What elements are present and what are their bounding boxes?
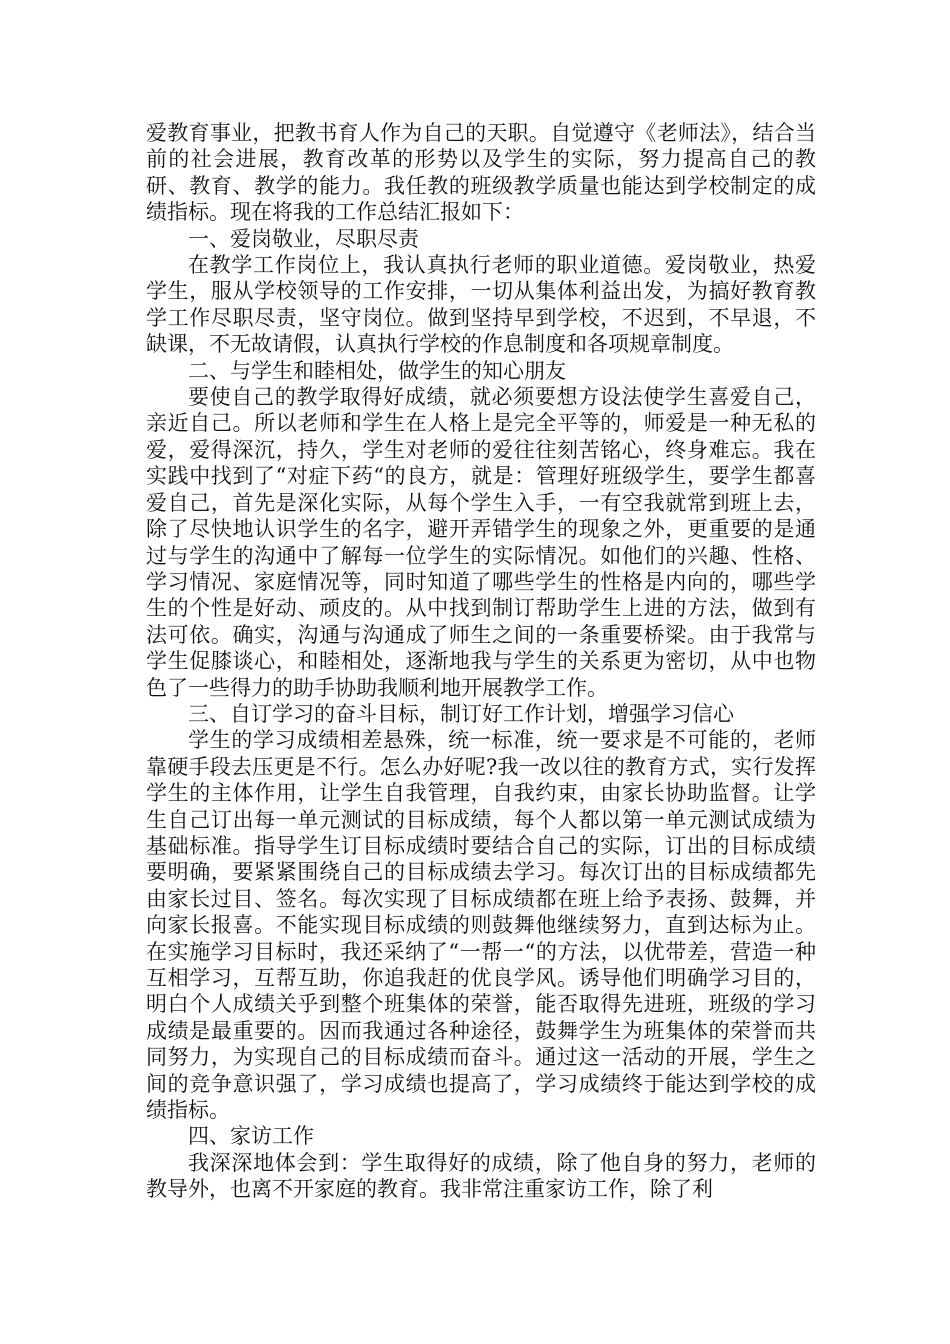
intro-paragraph: 爱教育事业，把教书育人作为自己的天职。自觉遵守《老师法》，结合当前的社会进展，教育改革的形势以及学生的实际，努力提高自己的教研、教育、教学的能力。我任教的班级教学质量也能达到学校制定的成绩指标。现在将我的工作总结汇报如下：: [146, 121, 816, 225]
section-heading-4: 四、家访工作: [188, 1124, 314, 1149]
section-3-paragraph: 学生的学习成绩相差悬殊，统一标准，统一要求是不可能的，老师靠硬手段去压更是不行。怎么办好呢?我一改以往的教育方式，实行发挥学生的主体作用，让学生自我管理，自我约束，由家长协助监督。让学生自己订出每一单元测试的目标成绩，每个人都以第一单元测试成绩为基础标准。指导学生订目标成绩时要结合自己的实际，订出的目标成绩要明确，要紧紧围绕自己的目标成绩去学习。每次订出的目标成绩都先由家长过目、签名。每次实现了目标成绩都在班上给予表扬、鼓舞，并向家长报喜。不能实现目标成绩的则鼓舞他继续努力，直到达标为止。在实施学习目标时，我还采纳了“一帮一“的方法，以优带差，营造一种互相学习，互帮互助，你追我赶的优良学风。诱导他们明确学习目的，明白个人成绩关乎到整个班集体的荣誉，能否取得先进班，班级的学习成绩是最重要的。因而我通过各种途径，鼓舞学生为班集体的荣誉而共同努力，为实现自己的目标成绩而奋斗。通过这一活动的开展，学生之间的竞争意识强了，学习成绩也提高了，学习成绩终于能达到学校的成绩指标。: [146, 728, 816, 1123]
section-heading-2: 二、与学生和睦相处，做学生的知心朋友: [188, 358, 566, 383]
document-body: [146, 120, 816, 1203]
section-4-paragraph: 我深深地体会到：学生取得好的成绩，除了他自身的努力，老师的教导外，也离不开家庭的教育。我非常注重家访工作，除了利: [146, 1150, 816, 1202]
section-heading-3: 三、自订学习的奋斗目标，制订好工作计划，增强学习信心: [188, 701, 734, 726]
section-heading-1: 一、爱岗敬业，尽职尽责: [188, 226, 419, 251]
section-2-paragraph: 要使自己的教学取得好成绩，就必须要想方设法使学生喜爱自己，亲近自己。所以老师和学生在人格上是完全平等的，师爱是一种无私的爱，爱得深沉，持久，学生对老师的爱往往刻苦铭心，终身难忘。我在实践中找到了“对症下药“的良方，就是：管理好班级学生，要学生都喜爱自己，首先是深化实际，从每个学生入手，一有空我就常到班上去，除了尽快地认识学生的名字，避开弄错学生的现象之外，更重要的是通过与学生的沟通中了解每一位学生的实际情况。如他们的兴趣、性格、学习情况、家庭情况等，同时知道了哪些学生的性格是内向的，哪些学生的个性是好动、顽皮的。从中找到制订帮助学生上进的方法，做到有法可依。确实，沟通与沟通成了师生之间的一条重要桥梁。由于我常与学生促膝谈心，和睦相处，逐渐地我与学生的关系更为密切，从中也物色了一些得力的助手协助我顺利地开展教学工作。: [146, 385, 816, 700]
section-1-paragraph: 在教学工作岗位上，我认真执行老师的职业道德。爱岗敬业，热爱学生，服从学校领导的工作安排，一切从集体利益出发，为搞好教育教学工作尽职尽责，坚守岗位。做到坚持早到学校，不迟到，不早退，不缺课，不无故请假，认真执行学校的作息制度和各项规章制度。: [146, 253, 816, 357]
